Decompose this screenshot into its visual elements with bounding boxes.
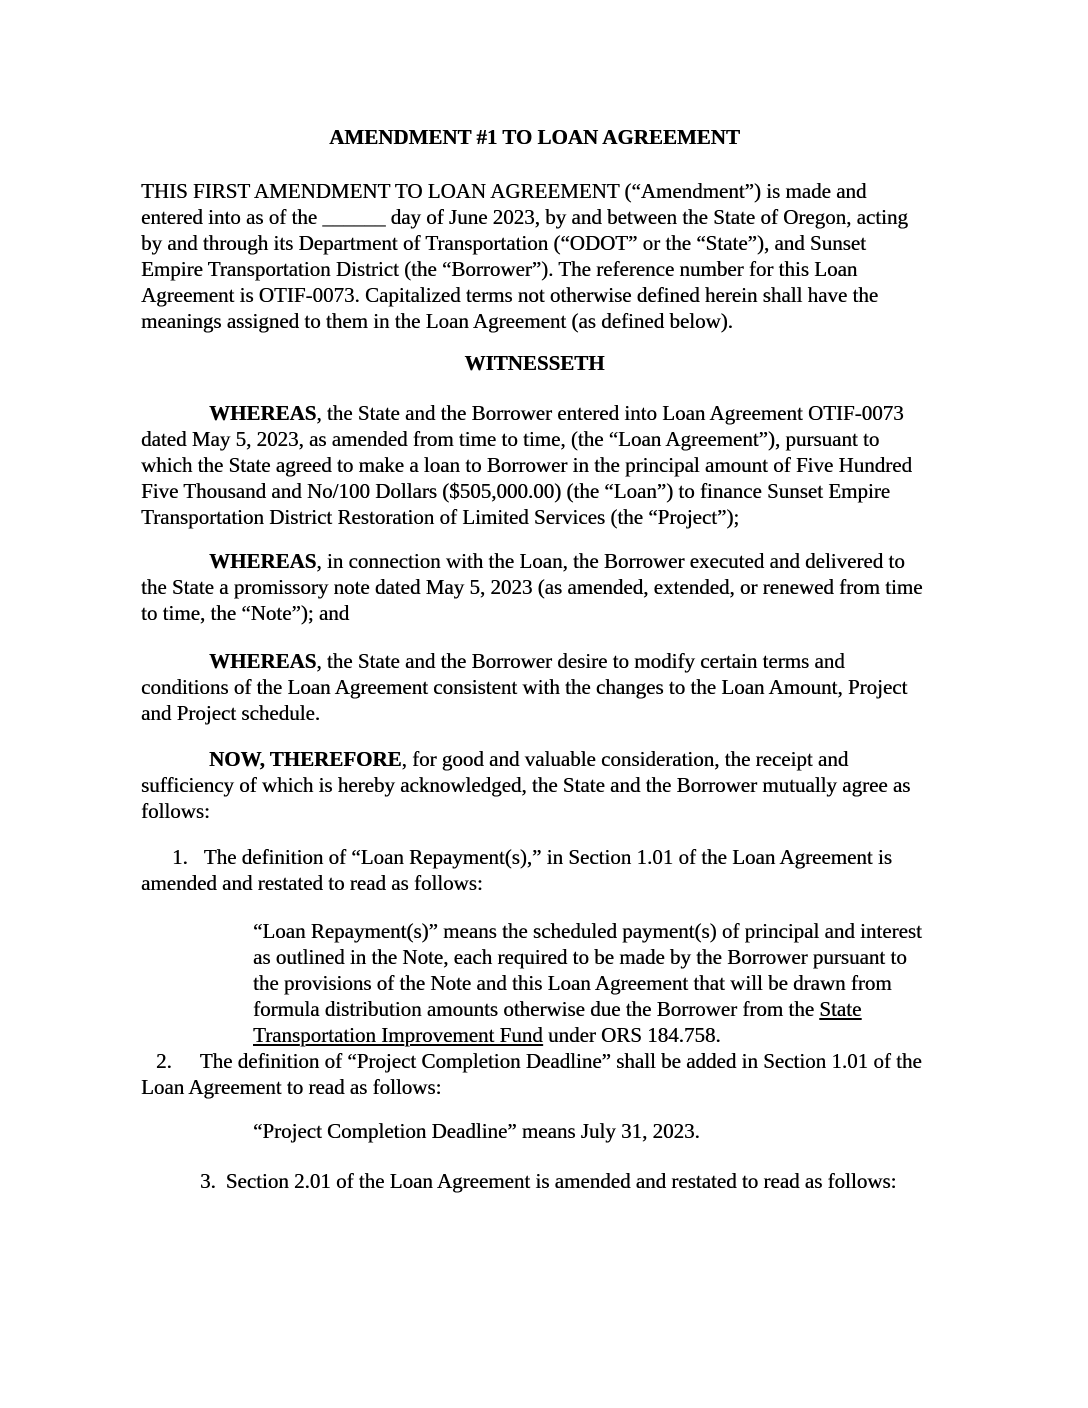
whereas-text-2: , in connection with the Loan, the Borrower executed and delivered to the State a promissory note dated May 5, 2023 (as amended, extended, or renewed from time to time, the “Note”); and bbox=[141, 549, 923, 625]
item-3-text: Section 2.01 of the Loan Agreement is amended and restated to read as follows: bbox=[225, 1169, 897, 1193]
whereas-text-3: , the State and the Borrower desire to modify certain terms and conditions of the Loan Agreement consistent with the changes to the Loan Amount, Project and Project schedule. bbox=[141, 649, 908, 725]
now-therefore-paragraph bbox=[141, 746, 928, 824]
item-2-number: 2. bbox=[156, 1049, 172, 1073]
loan-repayments-definition-block bbox=[253, 918, 928, 1048]
whereas-paragraph-1 bbox=[141, 400, 928, 530]
whereas-paragraph-3 bbox=[141, 648, 928, 726]
whereas-text-1: , the State and the Borrower entered into Loan Agreement OTIF-0073 dated May 5, 2023, as amended from time to time, (the “Loan Agreement”), pursuant to which the State agreed to make a loan to Borrower in the principal amount of Five Hundred Five Thousand and No/100 Dollars ($505,000.00) (the “Loan”) to finance Sunset Empire Transportation District Restoration of Limited Services (the “Project”); bbox=[141, 401, 912, 529]
opening-text-before-blank: THIS FIRST AMENDMENT TO LOAN AGREEMENT (“Amendment”) is made and entered into as of the bbox=[141, 179, 867, 229]
numbered-item-1 bbox=[141, 844, 928, 896]
item-1-text: The definition of “Loan Repayment(s),” in Section 1.01 of the Loan Agreement is amended and restated to read as follows: bbox=[141, 845, 892, 895]
item-2-text: The definition of “Project Completion Deadline” shall be added in Section 1.01 of the Loan Agreement to read as follows: bbox=[141, 1049, 922, 1099]
date-fill-in-blank: ______ bbox=[322, 205, 386, 229]
item-3-number: 3. bbox=[200, 1169, 216, 1193]
item-1-number: 1. bbox=[172, 845, 188, 869]
opening-text-after-blank: day of June 2023, by and between the State of Oregon, acting by and through its Department of Transportation (“ODOT” or the “State”), and Sunset Empire Transportation District (the “Borrower”). The reference number for this Loan Agreement is OTIF-0073. Capitalized terms not otherwise defined herein shall have the meanings assigned to them in the Loan Agreement (as defined below). bbox=[141, 205, 908, 333]
numbered-item-2 bbox=[141, 1048, 928, 1100]
whereas-lead-3: WHEREAS bbox=[209, 649, 317, 673]
opening-paragraph bbox=[141, 178, 928, 334]
quote-1-text-after-underline: under ORS 184.758. bbox=[542, 1023, 721, 1047]
whereas-lead-1: WHEREAS bbox=[209, 401, 317, 425]
now-therefore-text: , for good and valuable consideration, the receipt and sufficiency of which is hereby acknowledged, the State and the Borrower mutually agree as follows: bbox=[141, 747, 911, 823]
document-title: AMENDMENT #1 TO LOAN AGREEMENT bbox=[329, 125, 740, 149]
state-transportation-improvement-fund-underlined: State Transportation Improvement Fund bbox=[253, 997, 862, 1047]
quote-2-text: “Project Completion Deadline” means July 31, 2023. bbox=[253, 1119, 700, 1143]
numbered-item-3 bbox=[141, 1168, 928, 1194]
now-therefore-lead: NOW, THEREFORE bbox=[209, 747, 402, 771]
quote-1-text-before-underline: “Loan Repayment(s)” means the scheduled payment(s) of principal and interest as outlined in the Note, each required to be made by the Borrower pursuant to the provisions of the Note and this Loan Agreement that will be drawn from formula distribution amounts otherwise due the Borrower from the bbox=[253, 919, 922, 1021]
project-completion-deadline-definition-block bbox=[253, 1118, 928, 1144]
whereas-paragraph-2 bbox=[141, 548, 928, 626]
whereas-lead-2: WHEREAS bbox=[209, 549, 317, 573]
witnesseth-heading: WITNESSETH bbox=[464, 351, 605, 375]
